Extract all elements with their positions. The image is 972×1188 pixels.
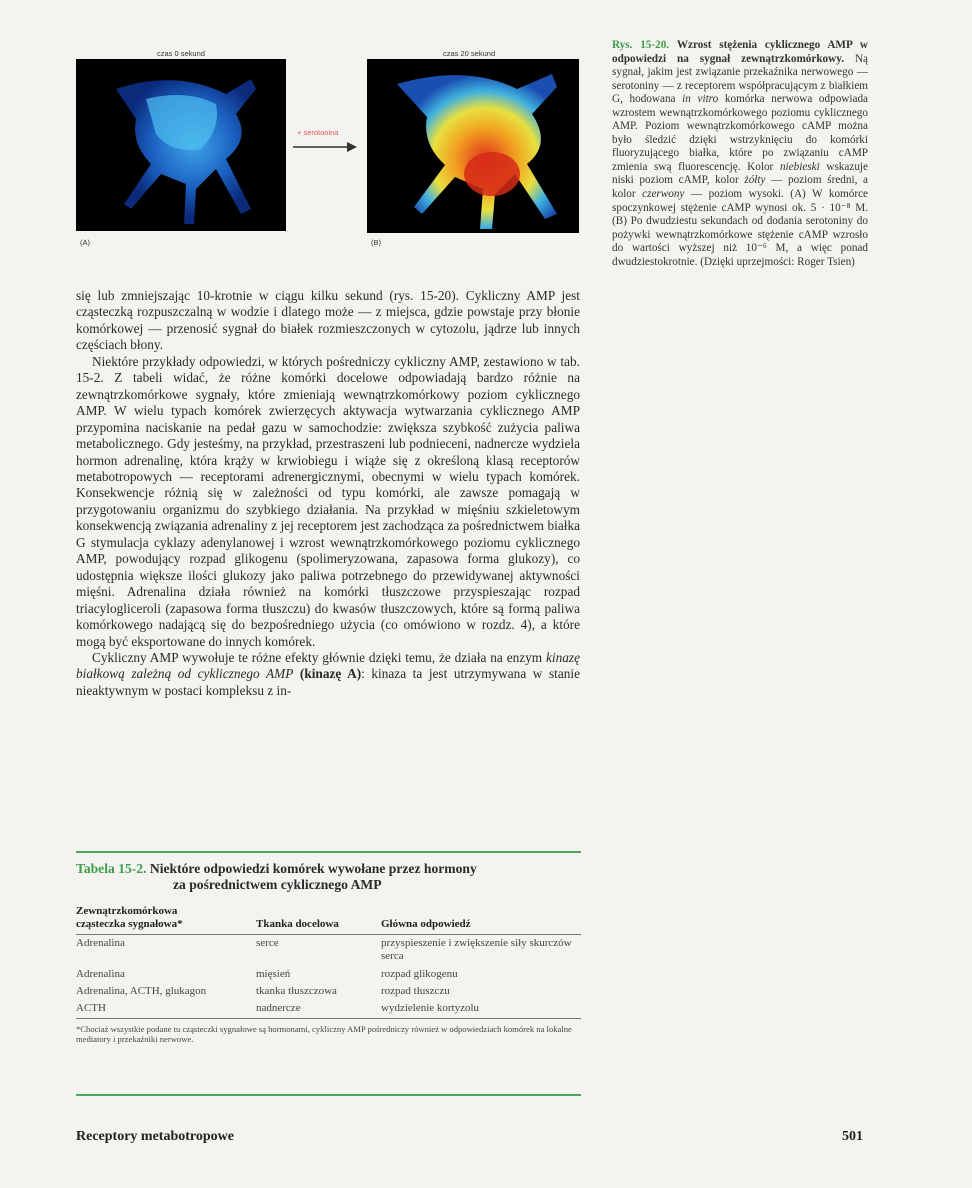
- cell-tissue: serce: [256, 936, 279, 949]
- caption-text-5: — poziom wysoki. (A) W komórce spoczynkowej stężenie cAMP wynosi ok. 5 · 10⁻⁸ M. (B) Po dwudziestu sekundach od dodania serotoniny do pożywki wewnątrzkomórkowe stężenie cAMP wzrosło do wartości wyższej niż 10⁻⁶ M, a więc ponad dwudziestokrotnie. (Dzięki uprzejmości: Roger Tsien): [612, 188, 869, 268]
- cell-signal: Adrenalina: [76, 936, 125, 949]
- table-title-line-1: Niektóre odpowiedzi komórek wywołane przez hormony: [149, 861, 477, 876]
- caption-title: Wzrost stężenia cyklicznego AMP w odpowiedzi na sygnał zewnątrzkomórkowy.: [612, 39, 869, 65]
- table-title: [76, 861, 581, 893]
- cell-tissue: mięsień: [256, 967, 291, 980]
- cell-response: przyspieszenie i zwiększenie siły skurczów serca: [381, 936, 572, 963]
- cell-tissue: nadnercze: [256, 1002, 301, 1015]
- paragraph-3: [76, 650, 580, 699]
- arrow-icon: [293, 140, 357, 152]
- caption-italic-4: czerwony: [642, 188, 685, 201]
- cell-signal: Adrenalina: [76, 967, 125, 980]
- caption-text-1: Ną sygnał, jakim jest związanie przekaźnika nerwowego — serotoniny — z receptorem współpracującym z białkiem G, hodowana: [612, 52, 868, 106]
- table-footnote: *Chociaż wszystkie podane tu cząsteczki sygnałowe są hormonami, cykliczny AMP pośredniczy również w odpowiedziach komórek na lokalne mediatory i przekaźniki nerwowe.: [76, 1023, 572, 1045]
- panel-b-time-label: czas 20 sekund: [443, 49, 496, 58]
- column-header-signal: Zewnątrzkomórkowa cząsteczka sygnałowa*: [76, 905, 183, 931]
- cell-tissue: tkanka tłuszczowa: [256, 985, 337, 998]
- footer-section-title: Receptory metabotropowe: [76, 1129, 234, 1144]
- cell-signal: Adrenalina, ACTH, glukagon: [76, 985, 207, 998]
- table-container: [76, 905, 581, 1045]
- caption-italic-2: niebieski: [779, 160, 820, 173]
- cell-response: wydzielenie kortyzolu: [381, 1002, 480, 1015]
- caption-text-2: komórka nerwowa odpowiada wzrostem wewnątrzkomórkowego poziomu cyklicznego AMP. Poziom wewnątrzkomórkowego cAMP można było śledzić dzięki wstrzyknięciu do komórki fluoryzującego białka, które po związaniu cAMP zmienia swą fluorescencję. Kolor: [612, 93, 869, 173]
- caption-label: Rys. 15-20.: [612, 39, 670, 51]
- column-header-tissue: Tkanka docelowa: [256, 918, 339, 931]
- cell-signal: ACTH: [76, 1002, 106, 1015]
- table-label: Tabela 15-2.: [76, 861, 147, 876]
- body-text: [76, 288, 580, 699]
- table-bottom-rule: [76, 1094, 581, 1096]
- cell-response: rozpad glikogenu: [381, 967, 458, 980]
- panel-b-image: [367, 59, 579, 233]
- paragraph-3-text-a: Cykliczny AMP wywołuje te różne efekty głównie dzięki temu, że działa na enzym: [92, 649, 543, 665]
- cell-response: rozpad tłuszczu: [381, 985, 450, 998]
- table-row: [76, 934, 581, 965]
- paragraph-3-text-b: : kinaza ta jest utrzymywana w stanie nieaktywnym w postaci kompleksu z in-: [76, 666, 580, 698]
- paragraph-2: Niektóre przykłady odpowiedzi, w których pośredniczy cykliczny AMP, zestawiono w tab. 15-2. Z tabeli widać, że różne komórki docelowe odpowiadają bardzo różnie na zewnątrzkomórkowe sygnały, które zmieniają wewnątrzkomórkowy poziom cyklicznego AMP. W wielu typach komórek zwierzęcych aktywacja wytwarzania cyklicznego AMP przypomina naciskanie na pedał gazu w samochodzie: zwiększa szybkość zużycia paliwa metabolicznego. Gdy jesteśmy, na przykład, przestraszeni lub podnieceni, nadnercze wydziela hormon adrenalinę, która krąży w krwiobiegu i wiąże się z określoną klasą receptorów metabotropowych — receptorami adrenergicznymi, obecnymi w wielu typach komórek. Konsekwencje różnią się w zależności od typu komórki, ale zawsze pomagają w przygotowaniu organizmu do szybkiego działania. Na przykład w mięśniu szkieletowym konsekwencją związania adrenaliny z jej receptorem jest zachodząca za pośrednictwem białka G stymulacja cyklazy adenylanowej i wzrost wewnątrzkomórkowego poziomu cyklicznego AMP, powodujący rozpad glikogenu (spolimeryzowana, zapasowa forma glukozy), co udostępnia większe ilości glukozy jako paliwa potrzebnego do przewidywanej aktywności mięśni. Adrenalina działa również na komórki tłuszczowe przyspieszając rozpad triacylogliceroli (zapasowa forma tłuszczu) do kwasów tłuszczowych, które są formą paliwa komórkowego nadającą się do bezpośredniego użycia (co omówiono w rozdz. 4), a które mogą być eksportowane do innych komórek.: [76, 353, 580, 649]
- caption-italic-1: in vitro: [682, 93, 719, 106]
- panel-a-label: (A): [80, 238, 90, 247]
- panel-b-label: (B): [371, 238, 381, 247]
- paragraph-3-bold: (kinazę A): [299, 666, 362, 682]
- paragraph-1: się lub zmniejszając 10-krotnie w ciągu kilku sekund (rys. 15-20). Cykliczny AMP jest cząsteczką rozpuszczalną w wodzie i dlatego może — z miejsca, gdzie powstaje przy błonie komórkowej — przenosić sygnał do białek rozmieszczonych w cytozolu, jądrze lub innych częściach błony.: [76, 288, 580, 353]
- caption-text-4: — poziom średni, a kolor: [612, 174, 869, 201]
- table-title-line-2: za pośrednictwem cyklicznego AMP: [173, 877, 382, 892]
- panel-a-time-label: czas 0 sekund: [157, 49, 205, 58]
- table-top-rule: [76, 851, 581, 853]
- figure-caption: [612, 39, 868, 269]
- table-row: [76, 1000, 581, 1018]
- caption-italic-3: żółty: [744, 174, 766, 187]
- column-header-response: Główna odpowiedź: [381, 918, 471, 931]
- caption-text-3: wskazuje niski poziom cAMP, kolor: [612, 160, 869, 187]
- panel-a-image: [76, 59, 286, 231]
- page-number: 501: [842, 1129, 863, 1144]
- arrow-label: + serotonina: [297, 128, 339, 137]
- table-row: [76, 983, 581, 1000]
- table-row: [76, 966, 581, 983]
- paragraph-3-italic: kinazę białkową zależną od cyklicznego AMP: [76, 649, 580, 682]
- table-header-row: [76, 905, 581, 934]
- response-table: [76, 905, 581, 1019]
